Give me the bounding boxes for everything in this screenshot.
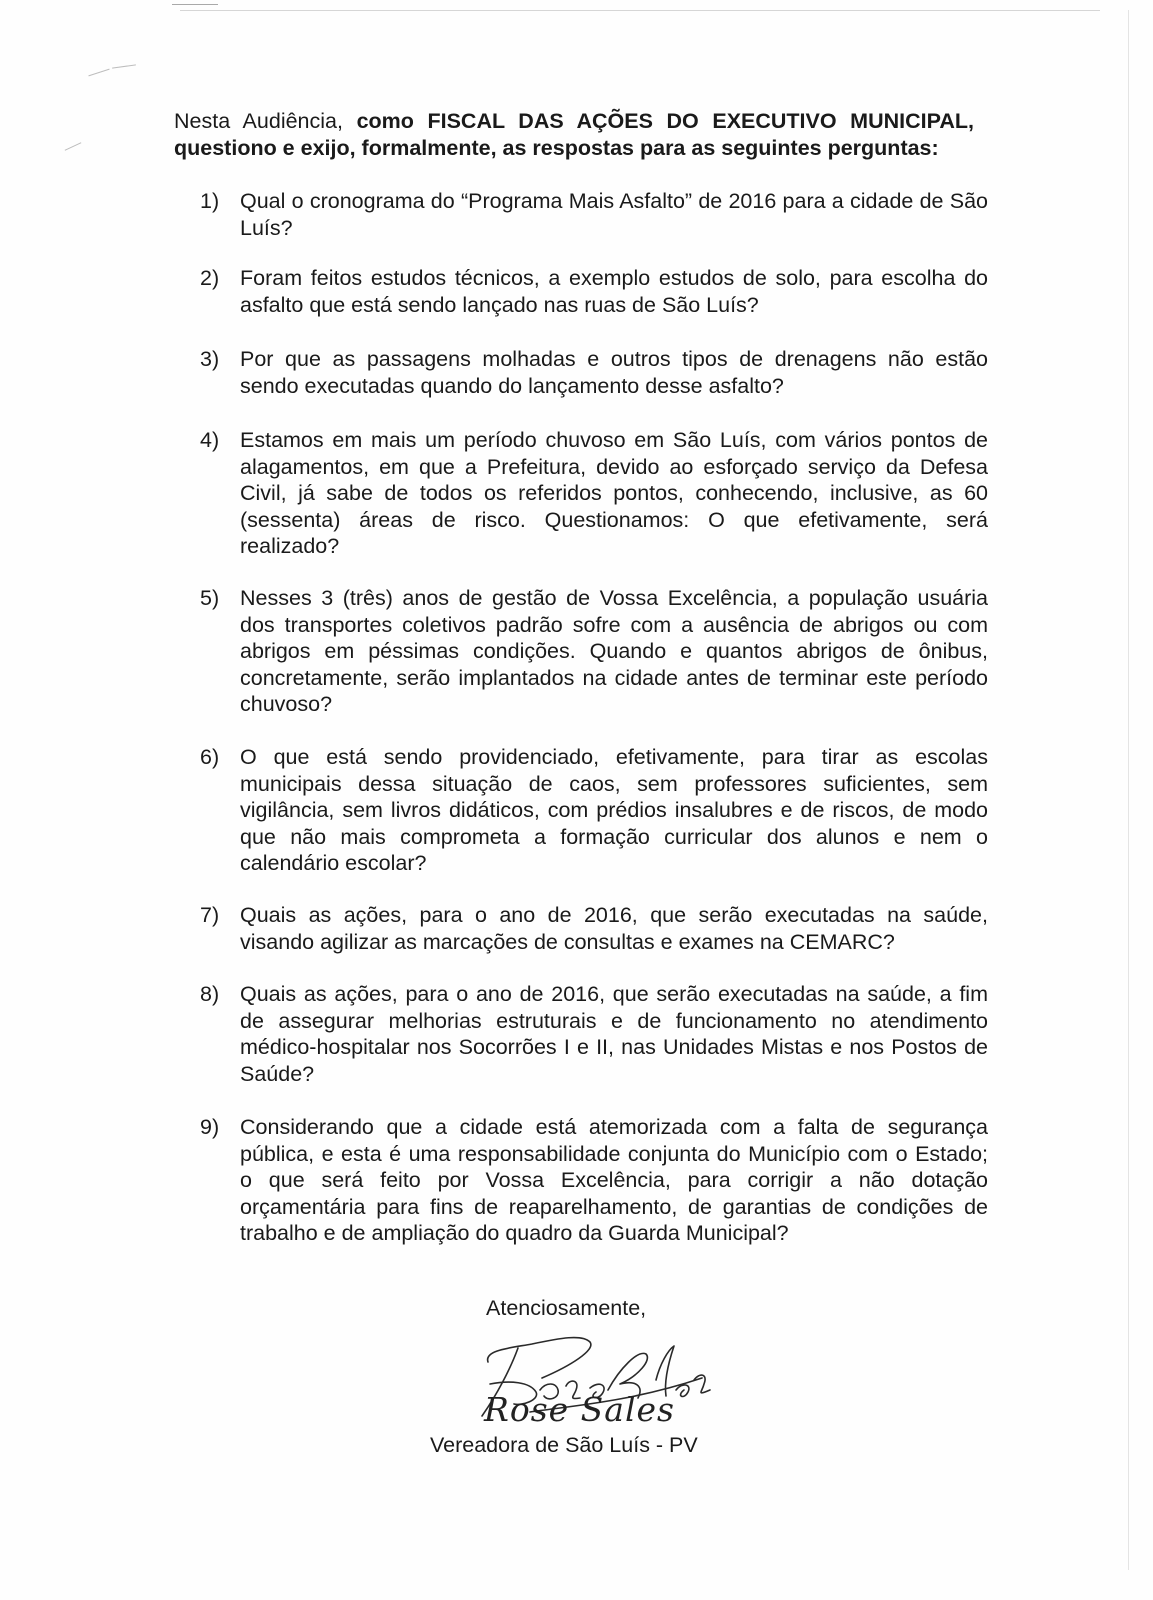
question-item	[200, 1114, 988, 1247]
question-text: Por que as passagens molhadas e outros tipos de drenagens não estão sendo executadas quando do lançamento desse asfalto?	[240, 347, 988, 398]
question-text: Qual o cronograma do “Programa Mais Asfalto” de 2016 para a cidade de São Luís?	[240, 189, 988, 240]
question-number: 7)	[200, 903, 220, 927]
signature-name: Rose Sales	[484, 1390, 675, 1429]
question-number: 2)	[200, 266, 220, 290]
question-item	[200, 346, 988, 399]
question-item	[200, 427, 988, 560]
question-text: Considerando que a cidade está atemorizada com a falta de segurança pública, e esta é uma responsabilidade conjunta do Município com o Estado; o que será feito por Vossa Excelência, para corrigir a não dotação orçamentária para fins de reaparelhamento, de garantias de condições de trabalho e de ampliação do quadro da Guarda Municipal?	[240, 1115, 988, 1245]
question-text: Nesses 3 (três) anos de gestão de Vossa Excelência, a população usuária dos transportes coletivos padrão sofre com a ausência de abrigos ou com abrigos em péssimas condições. Quando e quantos abrigos de ônibus, concretamente, serão implantados na cidade antes de terminar este período chuvoso?	[240, 586, 988, 716]
question-text: Quais as ações, para o ano de 2016, que serão executadas na saúde, a fim de assegurar melhorias estruturais e de funcionamento no atendimento médico-hospitalar nos Socorrões I e II, nas Unidades Mistas e nos Postos de Saúde?	[240, 982, 988, 1086]
question-item	[200, 585, 988, 718]
question-number: 4)	[200, 428, 220, 452]
question-item	[200, 744, 988, 877]
closing-salutation: Atenciosamente,	[486, 1296, 647, 1320]
signer-title: Vereadora de São Luís - PV	[430, 1433, 698, 1457]
question-item	[200, 265, 988, 318]
question-item	[200, 188, 988, 241]
question-number: 3)	[200, 347, 220, 371]
question-text: Estamos em mais um período chuvoso em São Luís, com vários pontos de alagamentos, em que a Prefeitura, devido ao esforçado serviço da Defesa Civil, já sabe de todos os referidos pontos, conhecendo, inclusive, as 60 (sessenta) áreas de risco. Questionamos: O que efetivamente, será realizado?	[240, 428, 988, 558]
question-text: Quais as ações, para o ano de 2016, que serão executadas na saúde, visando agilizar as marcações de consultas e exames na CEMARC?	[240, 903, 988, 954]
intro-lead: Nesta Audiência,	[174, 108, 343, 133]
question-number: 9)	[200, 1115, 220, 1139]
question-item	[200, 902, 988, 955]
question-text: Foram feitos estudos técnicos, a exemplo estudos de solo, para escolha do asfalto que está sendo lançado nas ruas de São Luís?	[240, 266, 988, 317]
question-text: O que está sendo providenciado, efetivamente, para tirar as escolas municipais dessa situação de caos, sem professores suficientes, sem vigilância, sem livros didáticos, com prédios insalubres e de riscos, de modo que não mais comprometa a formação curricular dos alunos e nem o calendário escolar?	[240, 745, 988, 875]
question-number: 8)	[200, 982, 220, 1006]
question-number: 1)	[200, 189, 220, 213]
intro-bold-text: como FISCAL DAS AÇÕES DO EXECUTIVO MUNICIPAL, questiono e exijo, formalmente, as respostas para as seguintes perguntas:	[174, 108, 974, 160]
question-number: 6)	[200, 745, 220, 769]
question-item	[200, 981, 988, 1087]
question-number: 5)	[200, 586, 220, 610]
